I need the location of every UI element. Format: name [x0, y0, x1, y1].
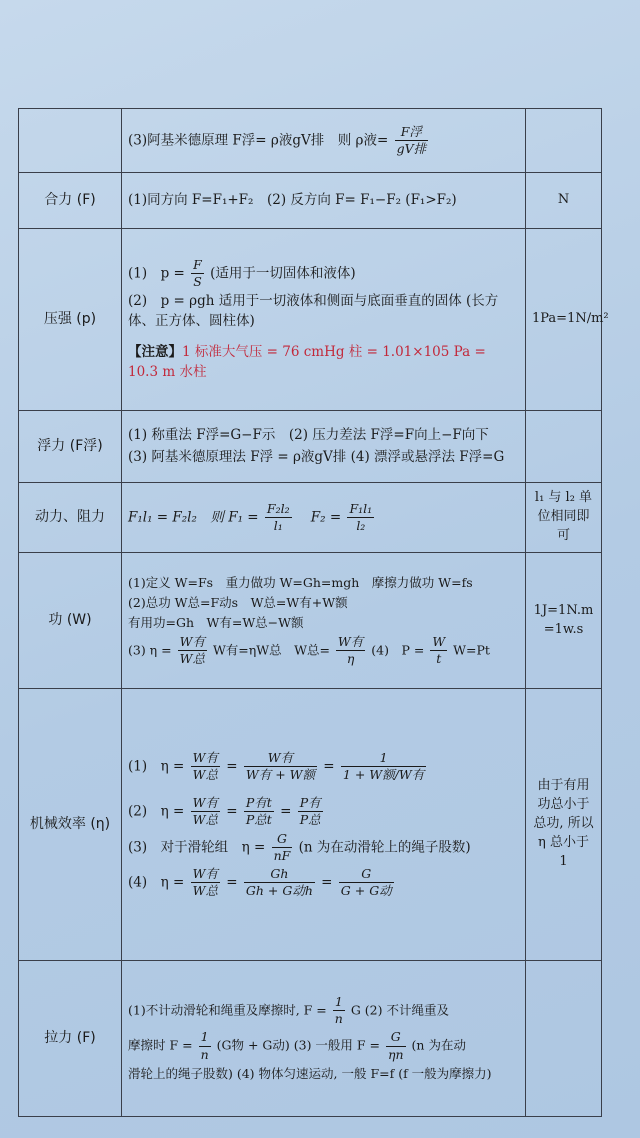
lever-label: 动力、阻力: [19, 483, 122, 553]
row-lever: [19, 483, 602, 553]
lever-f1-lhs: F₁ =: [228, 509, 259, 525]
archimedes-label: [19, 109, 122, 173]
pull-p1-b: G (2) 不计绳重及: [350, 1002, 449, 1018]
resultant-formula: (1)同方向 F=F₁+F₂ (2) 反方向 F= F₁−F₂ (F₁>F₂): [122, 173, 526, 229]
fraction-numerator: W有: [191, 866, 220, 883]
efficiency-e1-a: (1) η =: [128, 757, 185, 774]
pressure-unit: 1Pa=1N/m²: [526, 229, 602, 411]
fraction-denominator: P总t: [245, 812, 272, 828]
fraction-numerator: Gh: [244, 866, 315, 883]
lever-eq1: F₁l₁ = F₂l₂ 则: [128, 509, 224, 525]
fraction-numerator: F: [191, 257, 204, 274]
efficiency-unit: 由于有用功总小于总功, 所以 η 总小于 1: [526, 689, 602, 961]
note-tag: 【注意】: [128, 344, 182, 361]
row-work: [19, 553, 602, 689]
fraction-denominator: n: [200, 1046, 209, 1062]
efficiency-label: 机械效率 (η): [19, 689, 122, 961]
fraction-numerator: 1: [333, 994, 345, 1011]
fraction-denominator: W总: [192, 766, 218, 782]
row-pressure: [19, 229, 602, 411]
archimedes-text: (3)阿基米德原理 F浮= ρ液gV排 则 ρ液=: [128, 132, 389, 148]
archimedes-unit: [526, 109, 602, 173]
pressure-note: [128, 343, 519, 382]
efficiency-e3-b: (n 为在动滑轮上的绳子股数): [298, 838, 471, 855]
efficiency-e4-frac2: [244, 866, 315, 900]
efficiency-e2-frac3: [298, 795, 323, 829]
fraction-denominator: t: [436, 651, 442, 667]
fraction-numerator: W有: [178, 634, 207, 651]
fraction-numerator: W有: [336, 634, 365, 651]
pull-p3: 滑轮上的绳子股数) (4) 物体匀速运动, 一般 F=f (f 一般为摩擦力): [128, 1065, 492, 1081]
formula-table: [18, 108, 609, 1117]
buoyancy-line1: (1) 称重法 F浮=G−F示 (2) 压力差法 F浮=F向上−F向下: [128, 426, 489, 443]
work-fraction-1: [178, 634, 207, 668]
fraction-denominator: W总: [192, 883, 218, 899]
pressure-line1-prefix: (1) p =: [128, 264, 185, 281]
pull-formulas: [122, 961, 526, 1117]
pull-p2-a: 摩擦时 F =: [128, 1037, 193, 1053]
fraction-numerator: P有t: [244, 795, 274, 812]
fraction-denominator: nF: [273, 847, 291, 863]
pull-p2-b: (G物 + G动) (3) 一般用 F =: [216, 1037, 381, 1053]
pressure-line1-suffix: (适用于一切固体和液体): [210, 264, 356, 281]
efficiency-e1-frac3: [341, 750, 426, 784]
fraction-numerator: 1: [341, 750, 426, 767]
archimedes-formula: [122, 109, 526, 173]
fraction-numerator: F₁l₁: [347, 501, 374, 518]
archimedes-fraction: [395, 124, 429, 158]
pressure-formulas: [122, 229, 526, 411]
fraction-denominator: W总: [179, 651, 205, 667]
efficiency-e2-frac2: [244, 795, 274, 829]
fraction-denominator: ηn: [388, 1046, 404, 1062]
work-l4-b: W有=ηW总 W总=: [212, 642, 330, 658]
buoyancy-line2: (3) 阿基米德原理法 F浮 = ρ液gV排 (4) 漂浮或悬浮法 F浮=G: [128, 448, 505, 465]
pressure-fraction: [191, 257, 204, 291]
fraction-denominator: W总: [192, 812, 218, 828]
pull-p2-frac1: [199, 1029, 211, 1063]
buoyancy-formulas: [122, 411, 526, 483]
efficiency-e4-a: (4) η =: [128, 874, 185, 891]
efficiency-e1-frac1: [191, 750, 220, 784]
fraction-denominator: P总: [299, 812, 321, 828]
row-resultant: [19, 173, 602, 229]
efficiency-e3-frac: [272, 831, 293, 865]
work-l4-a: (3) η =: [128, 642, 172, 658]
fraction-numerator: P有: [298, 795, 323, 812]
efficiency-formulas: (1) η = $\frac{\text{W有}}{\text{W总}}$ = $\frac{\text{W有}}{\text{W有 + W额}}$ = $\frac{1}{\text{1 + W额/W有}}$ (2) η = $\frac{\text{W有}}{\text{W总}}$ = $\frac{\text{P有t}}{\text{P总t}}$ = $\frac{\text{P有}}{\text{P总}}$ (3) 对于滑轮组 η = $\frac{G}{nF}$ (n 为在动滑轮上的绳子股数) (4) η = $\frac{\text{W有}}{\text{W总}}$ = $\frac{Gh}{\text{Gh + G动h}}$ = $\frac{G}{\text{G + G动}}$: [122, 689, 526, 961]
efficiency-e2-frac1: [191, 795, 220, 829]
work-l4-d: W=Pt: [453, 642, 490, 658]
fraction-numerator: W有: [191, 750, 220, 767]
row-buoyancy: [19, 411, 602, 483]
efficiency-e1-frac2: [244, 750, 317, 784]
fraction-numerator: F₂l₂: [265, 501, 292, 518]
fraction-numerator: W有: [244, 750, 317, 767]
resultant-label: 合力 (F): [19, 173, 122, 229]
work-fraction-3: [430, 634, 447, 668]
fraction-denominator: η: [346, 651, 355, 667]
pull-p1-a: (1)不计动滑轮和绳重及摩擦时, F =: [128, 1002, 327, 1018]
fraction-numerator: G: [386, 1029, 406, 1046]
row-efficiency: [19, 689, 602, 961]
efficiency-e3-a: (3) 对于滑轮组 η =: [128, 838, 266, 855]
lever-formulas: [122, 483, 526, 553]
efficiency-e4-frac1: [191, 866, 220, 900]
pull-p2-c: (n 为在动: [411, 1037, 466, 1053]
pull-p1-frac: [333, 994, 345, 1028]
work-formulas: [122, 553, 526, 689]
fraction-numerator: 1: [199, 1029, 211, 1046]
fraction-denominator: gV排: [396, 141, 427, 156]
row-archimedes: [19, 109, 602, 173]
fraction-numerator: W: [430, 634, 447, 651]
fraction-denominator: G + G动: [340, 883, 392, 899]
fraction-denominator: l₁: [273, 518, 283, 533]
note-text: 1 标准大气压 = 76 cmHg 柱 = 1.01×105 Pa = 10.3 m 水柱: [128, 344, 486, 380]
buoyancy-unit: [526, 411, 602, 483]
fraction-denominator: l₂: [356, 518, 366, 533]
work-line3: 有用功=Gh W有=W总−W额: [128, 614, 304, 630]
work-l4-c: (4) P =: [371, 642, 425, 658]
pressure-line2: (2) p = ρgh 适用于一切液体和侧面与底面垂直的固体 (长方体、正方体、圆柱体): [128, 293, 499, 329]
fraction-denominator: 1 + W额/W有: [342, 766, 425, 782]
fraction-denominator: Gh + G动h: [245, 883, 313, 899]
buoyancy-label: 浮力 (F浮): [19, 411, 122, 483]
resultant-unit: N: [526, 173, 602, 229]
work-unit: 1J=1N.m =1w.s: [526, 553, 602, 689]
pull-unit: [526, 961, 602, 1117]
pull-label: 拉力 (F): [19, 961, 122, 1117]
lever-f2-fraction: [347, 501, 374, 535]
fraction-denominator: W有 + W额: [245, 766, 316, 782]
work-line1: (1)定义 W=Fs 重力做功 W=Gh=mgh 摩擦力做功 W=fs: [128, 574, 473, 590]
lever-unit: l₁ 与 l₂ 单位相同即可: [526, 483, 602, 553]
pull-p2-frac2: [386, 1029, 406, 1063]
pressure-label: 压强 (p): [19, 229, 122, 411]
work-line2: (2)总功 W总=F动s W总=W有+W额: [128, 594, 348, 610]
efficiency-e2-a: (2) η =: [128, 803, 185, 820]
row-pull: [19, 961, 602, 1117]
lever-f1-fraction: [265, 501, 292, 535]
work-label: 功 (W): [19, 553, 122, 689]
fraction-numerator: W有: [191, 795, 220, 812]
fraction-denominator: S: [193, 273, 202, 289]
fraction-denominator: n: [334, 1011, 343, 1027]
work-fraction-2: [336, 634, 365, 668]
lever-f2-lhs: F₂ =: [310, 509, 342, 525]
fraction-numerator: G: [272, 831, 293, 848]
fraction-numerator: G: [339, 866, 394, 883]
efficiency-e4-frac3: [339, 866, 394, 900]
fraction-numerator: F浮: [395, 124, 429, 141]
